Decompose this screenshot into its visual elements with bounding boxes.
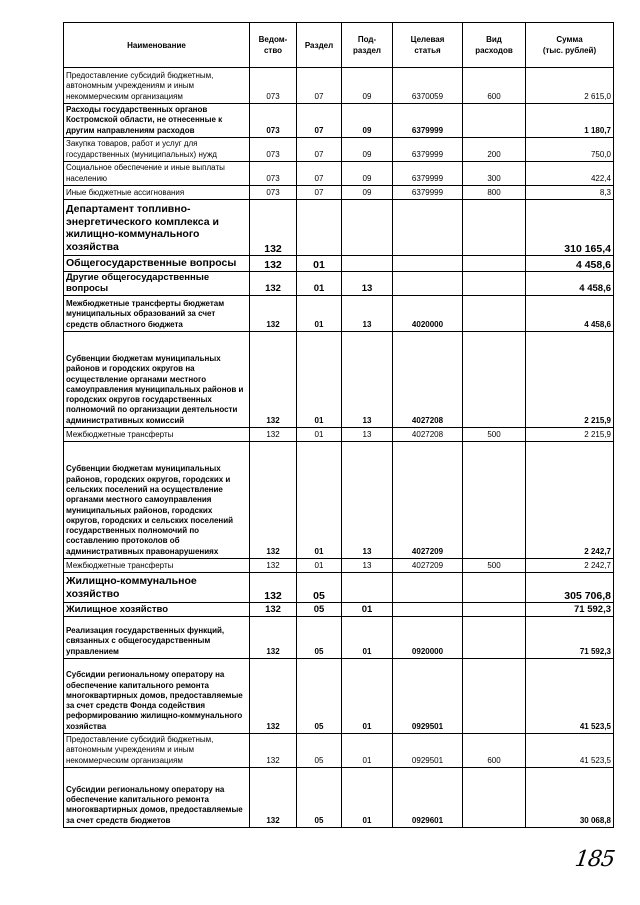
row-vid: 800 bbox=[463, 186, 526, 200]
row-celevaya: 4027209 bbox=[393, 442, 463, 559]
row-razdel: 07 bbox=[297, 162, 342, 186]
row-razdel bbox=[297, 200, 342, 256]
row-ved: 073 bbox=[250, 104, 297, 138]
row-name: Департамент топливно-энергетического комплекса и жилищно-коммунального хозяйства bbox=[64, 200, 250, 256]
row-ved: 132 bbox=[250, 734, 297, 768]
row-name: Субвенции бюджетам муниципальных районов, городских округов, городских и сельских поселений на осуществление органами местного самоуправления муниципальных районов, городских округов, городских и сельских поселений государственных полномочий по составлению протоколов об административных правонарушениях bbox=[64, 442, 250, 559]
row-razdel: 05 bbox=[297, 768, 342, 828]
row-name: Межбюджетные трансферты bbox=[64, 559, 250, 573]
row-summa: 305 706,8 bbox=[526, 573, 614, 603]
table-row bbox=[64, 186, 614, 200]
row-razdel: 01 bbox=[297, 332, 342, 428]
header-razdel: Раздел bbox=[297, 23, 342, 68]
row-razdel: 07 bbox=[297, 138, 342, 162]
row-celevaya: 0920000 bbox=[393, 617, 463, 659]
header-celevaya: Целевая статья bbox=[393, 23, 463, 68]
row-celevaya: 6379999 bbox=[393, 104, 463, 138]
row-vid bbox=[463, 200, 526, 256]
row-ved: 132 bbox=[250, 768, 297, 828]
row-podrazdel: 09 bbox=[342, 138, 393, 162]
row-razdel: 07 bbox=[297, 104, 342, 138]
table-row bbox=[64, 332, 614, 428]
row-name: Субсидии региональному оператору на обеспечение капитального ремонта многоквартирных домов, предоставляемые за счет средств Фонда содействия реформированию жилищно-коммунального хозяйства bbox=[64, 659, 250, 734]
row-ved: 132 bbox=[250, 200, 297, 256]
row-vid bbox=[463, 603, 526, 617]
row-podrazdel: 09 bbox=[342, 186, 393, 200]
row-name: Социальное обеспечение и иные выплаты населению bbox=[64, 162, 250, 186]
header-ved: Ведом- ство bbox=[250, 23, 297, 68]
table-row bbox=[64, 734, 614, 768]
row-celevaya: 4020000 bbox=[393, 296, 463, 332]
table-row bbox=[64, 200, 614, 256]
row-ved: 132 bbox=[250, 428, 297, 442]
row-razdel: 01 bbox=[297, 442, 342, 559]
header-podrazdel: Под- раздел bbox=[342, 23, 393, 68]
table-header-row bbox=[64, 23, 614, 68]
row-name: Иные бюджетные ассигнования bbox=[64, 186, 250, 200]
row-summa: 71 592,3 bbox=[526, 617, 614, 659]
row-name: Предоставление субсидий бюджетным, автономным учреждениям и иным некоммерческим организациям bbox=[64, 734, 250, 768]
table-row bbox=[64, 428, 614, 442]
table-row bbox=[64, 659, 614, 734]
row-ved: 073 bbox=[250, 162, 297, 186]
row-razdel: 05 bbox=[297, 603, 342, 617]
row-ved: 132 bbox=[250, 559, 297, 573]
row-celevaya bbox=[393, 200, 463, 256]
row-name: Межбюджетные трансферты бюджетам муниципальных образований за счет средств областного бюджета bbox=[64, 296, 250, 332]
row-name: Закупка товаров, работ и услуг для государственных (муниципальных) нужд bbox=[64, 138, 250, 162]
row-summa: 4 458,6 bbox=[526, 272, 614, 296]
row-ved: 132 bbox=[250, 256, 297, 272]
row-name: Предоставление субсидий бюджетным, автономным учреждениям и иным некоммерческим организациям bbox=[64, 68, 250, 104]
row-vid bbox=[463, 256, 526, 272]
row-razdel: 01 bbox=[297, 296, 342, 332]
row-vid: 600 bbox=[463, 734, 526, 768]
row-name: Субвенции бюджетам муниципальных районов и городских округов на осуществление органами местного самоуправления муниципальных районов и городских округов государственных полномочий по организации деятельности административных комиссий bbox=[64, 332, 250, 428]
row-vid bbox=[463, 617, 526, 659]
row-vid bbox=[463, 768, 526, 828]
row-summa: 2 215,9 bbox=[526, 332, 614, 428]
row-ved: 132 bbox=[250, 573, 297, 603]
row-vid: 200 bbox=[463, 138, 526, 162]
row-vid bbox=[463, 332, 526, 428]
row-summa: 30 068,8 bbox=[526, 768, 614, 828]
row-podrazdel bbox=[342, 200, 393, 256]
row-summa: 2 242,7 bbox=[526, 559, 614, 573]
row-celevaya: 6379999 bbox=[393, 138, 463, 162]
row-celevaya: 0929501 bbox=[393, 734, 463, 768]
row-podrazdel: 09 bbox=[342, 104, 393, 138]
row-ved: 132 bbox=[250, 332, 297, 428]
row-razdel: 05 bbox=[297, 617, 342, 659]
row-celevaya: 0929501 bbox=[393, 659, 463, 734]
header-name: Наименование bbox=[64, 23, 250, 68]
row-name: Субсидии региональному оператору на обеспечение капитального ремонта многоквартирных домов, предоставляемые за счет средств бюджетов bbox=[64, 768, 250, 828]
table-row bbox=[64, 104, 614, 138]
row-podrazdel: 01 bbox=[342, 617, 393, 659]
row-vid bbox=[463, 573, 526, 603]
table-row bbox=[64, 162, 614, 186]
row-celevaya bbox=[393, 603, 463, 617]
row-celevaya bbox=[393, 272, 463, 296]
row-summa: 4 458,6 bbox=[526, 256, 614, 272]
row-podrazdel: 01 bbox=[342, 603, 393, 617]
row-summa: 2 615,0 bbox=[526, 68, 614, 104]
row-summa: 41 523,5 bbox=[526, 734, 614, 768]
row-celevaya bbox=[393, 573, 463, 603]
budget-table bbox=[63, 22, 614, 828]
row-razdel: 01 bbox=[297, 559, 342, 573]
row-summa: 8,3 bbox=[526, 186, 614, 200]
table-row bbox=[64, 603, 614, 617]
row-celevaya: 6370059 bbox=[393, 68, 463, 104]
row-celevaya: 4027208 bbox=[393, 428, 463, 442]
row-summa: 310 165,4 bbox=[526, 200, 614, 256]
row-podrazdel: 09 bbox=[342, 68, 393, 104]
row-ved: 132 bbox=[250, 442, 297, 559]
row-celevaya: 6379999 bbox=[393, 186, 463, 200]
row-podrazdel: 13 bbox=[342, 296, 393, 332]
row-celevaya bbox=[393, 256, 463, 272]
row-summa: 1 180,7 bbox=[526, 104, 614, 138]
row-vid bbox=[463, 296, 526, 332]
row-podrazdel bbox=[342, 256, 393, 272]
row-summa: 71 592,3 bbox=[526, 603, 614, 617]
table-row bbox=[64, 768, 614, 828]
table-row bbox=[64, 138, 614, 162]
row-celevaya: 4027209 bbox=[393, 559, 463, 573]
row-razdel: 01 bbox=[297, 256, 342, 272]
row-name: Расходы государственных органов Костромской области, не отнесенные к другим направлениям расходов bbox=[64, 104, 250, 138]
row-razdel: 05 bbox=[297, 734, 342, 768]
row-podrazdel bbox=[342, 573, 393, 603]
row-ved: 073 bbox=[250, 138, 297, 162]
row-celevaya: 4027208 bbox=[393, 332, 463, 428]
row-summa: 2 215,9 bbox=[526, 428, 614, 442]
row-summa: 2 242,7 bbox=[526, 442, 614, 559]
row-name: Другие общегосударственные вопросы bbox=[64, 272, 250, 296]
row-vid: 500 bbox=[463, 559, 526, 573]
row-vid: 300 bbox=[463, 162, 526, 186]
table-row bbox=[64, 68, 614, 104]
row-celevaya: 0929601 bbox=[393, 768, 463, 828]
row-vid bbox=[463, 442, 526, 559]
row-podrazdel: 13 bbox=[342, 272, 393, 296]
row-vid bbox=[463, 272, 526, 296]
row-razdel: 05 bbox=[297, 659, 342, 734]
table-row bbox=[64, 442, 614, 559]
row-vid: 600 bbox=[463, 68, 526, 104]
row-ved: 132 bbox=[250, 272, 297, 296]
row-name: Реализация государственных функций, связанных с общегосударственным управлением bbox=[64, 617, 250, 659]
row-podrazdel: 01 bbox=[342, 659, 393, 734]
row-podrazdel: 13 bbox=[342, 442, 393, 559]
row-summa: 41 523,5 bbox=[526, 659, 614, 734]
row-razdel: 07 bbox=[297, 186, 342, 200]
row-ved: 132 bbox=[250, 617, 297, 659]
page-number: 185 bbox=[573, 847, 616, 872]
row-name: Жилищное хозяйство bbox=[64, 603, 250, 617]
table-row bbox=[64, 573, 614, 603]
row-vid bbox=[463, 659, 526, 734]
row-razdel: 01 bbox=[297, 428, 342, 442]
table-row bbox=[64, 256, 614, 272]
row-ved: 073 bbox=[250, 186, 297, 200]
row-name: Межбюджетные трансферты bbox=[64, 428, 250, 442]
row-celevaya: 6379999 bbox=[393, 162, 463, 186]
row-name: Общегосударственные вопросы bbox=[64, 256, 250, 272]
table-row bbox=[64, 617, 614, 659]
row-razdel: 07 bbox=[297, 68, 342, 104]
row-summa: 750,0 bbox=[526, 138, 614, 162]
row-podrazdel: 13 bbox=[342, 428, 393, 442]
row-podrazdel: 01 bbox=[342, 768, 393, 828]
row-razdel: 01 bbox=[297, 272, 342, 296]
header-vid: Вид расходов bbox=[463, 23, 526, 68]
row-summa: 4 458,6 bbox=[526, 296, 614, 332]
header-summa: Сумма (тыс. рублей) bbox=[526, 23, 614, 68]
row-razdel: 05 bbox=[297, 573, 342, 603]
row-ved: 073 bbox=[250, 68, 297, 104]
row-vid bbox=[463, 104, 526, 138]
row-vid: 500 bbox=[463, 428, 526, 442]
table-row bbox=[64, 559, 614, 573]
row-podrazdel: 13 bbox=[342, 559, 393, 573]
row-ved: 132 bbox=[250, 296, 297, 332]
row-ved: 132 bbox=[250, 603, 297, 617]
table-row bbox=[64, 272, 614, 296]
row-podrazdel: 13 bbox=[342, 332, 393, 428]
row-podrazdel: 09 bbox=[342, 162, 393, 186]
row-ved: 132 bbox=[250, 659, 297, 734]
table-row bbox=[64, 296, 614, 332]
row-summa: 422,4 bbox=[526, 162, 614, 186]
row-name: Жилищно-коммунальное хозяйство bbox=[64, 573, 250, 603]
row-podrazdel: 01 bbox=[342, 734, 393, 768]
